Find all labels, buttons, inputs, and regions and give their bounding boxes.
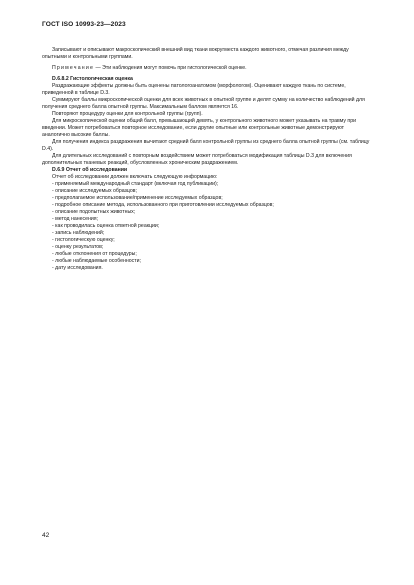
note-lead: Примечание (52, 65, 95, 71)
list-item: - любые наблюдаемые особенности; (52, 258, 141, 264)
section-heading-histology: D.6.8.2 Гистологическая оценка (52, 76, 133, 82)
list-item: - предполагаемое использование/применение исследуемых образцов; (52, 195, 223, 201)
histology-paragraph: Раздражающие эффекты должны быть оценены патологоанатомом (морфологом). Оценивают каждую ткань по системе, приведенной в таблице D.3. (42, 83, 346, 96)
list-item: - описание подопытных животных; (52, 209, 136, 215)
section-heading-report: D.6.9 Отчет об исследовании (52, 167, 128, 173)
list-item: - описание исследуемых образцов; (52, 188, 137, 194)
histology-paragraph: Для получения индекса раздражения вычитают средний балл контрольной группы из среднего балла опытной группы (см. таблицу D.4). (42, 139, 370, 152)
list-item: - любые отклонения от процедуры; (52, 251, 137, 257)
report-items-list (42, 181, 372, 272)
histology-paragraph: Для длительных исследований с повторным воздействием может потребоваться модификация таблицы D.3 для включения дополнительных тканевых реакций, обусловленных хроническим раздражением. (42, 153, 352, 166)
document-body (42, 47, 372, 272)
list-item: - применяемый международный стандарт (включая год публикации); (52, 181, 219, 187)
page-number: 42 (42, 532, 50, 539)
list-item: - дату исследования. (52, 265, 103, 271)
intro-paragraph: Записывают и описывают макроскопический внешний вид ткани вокругместа каждого животного, отмечая различия между опытными и контрольными группами. (42, 47, 349, 60)
list-item: - гистологическую оценку; (52, 237, 115, 243)
list-item: - подробное описание метода, использованного при приготовлении исследуемых образцов; (52, 202, 274, 208)
list-item: - как проводилась оценка ответной реакции; (52, 223, 160, 229)
list-item: - оценку результатов; (52, 244, 104, 250)
list-item: - запись наблюдений; (52, 230, 105, 236)
histology-paragraph: Суммируют баллы микроскопической оценки для всех животных в опытной группе и делят сумму на количество наблюдений для получения среднего балла опытной группы. Максимальным баллом является 16. (42, 97, 365, 110)
report-intro: Отчет об исследовании должен включать следующую информацию: (52, 174, 218, 180)
standard-header: ГОСТ ISO 10993-23—2023 (42, 21, 126, 28)
note-text: — Эти наблюдения могут помочь при гистологической оценке. (94, 65, 247, 71)
histology-paragraph: Для микроскопической оценки общий балл, превышающий девять, у контрольного животного может указывать на травму при введении. Может потребоваться повторное исследование, если другие опытные или контрольные животные демонстрируют аналогично высокие баллы. (42, 118, 356, 138)
note-paragraph (42, 65, 372, 72)
list-item: - метод нанесения; (52, 216, 98, 222)
histology-paragraph: Повторяют процедуру оценки для контрольной группы (групп). (52, 111, 203, 117)
